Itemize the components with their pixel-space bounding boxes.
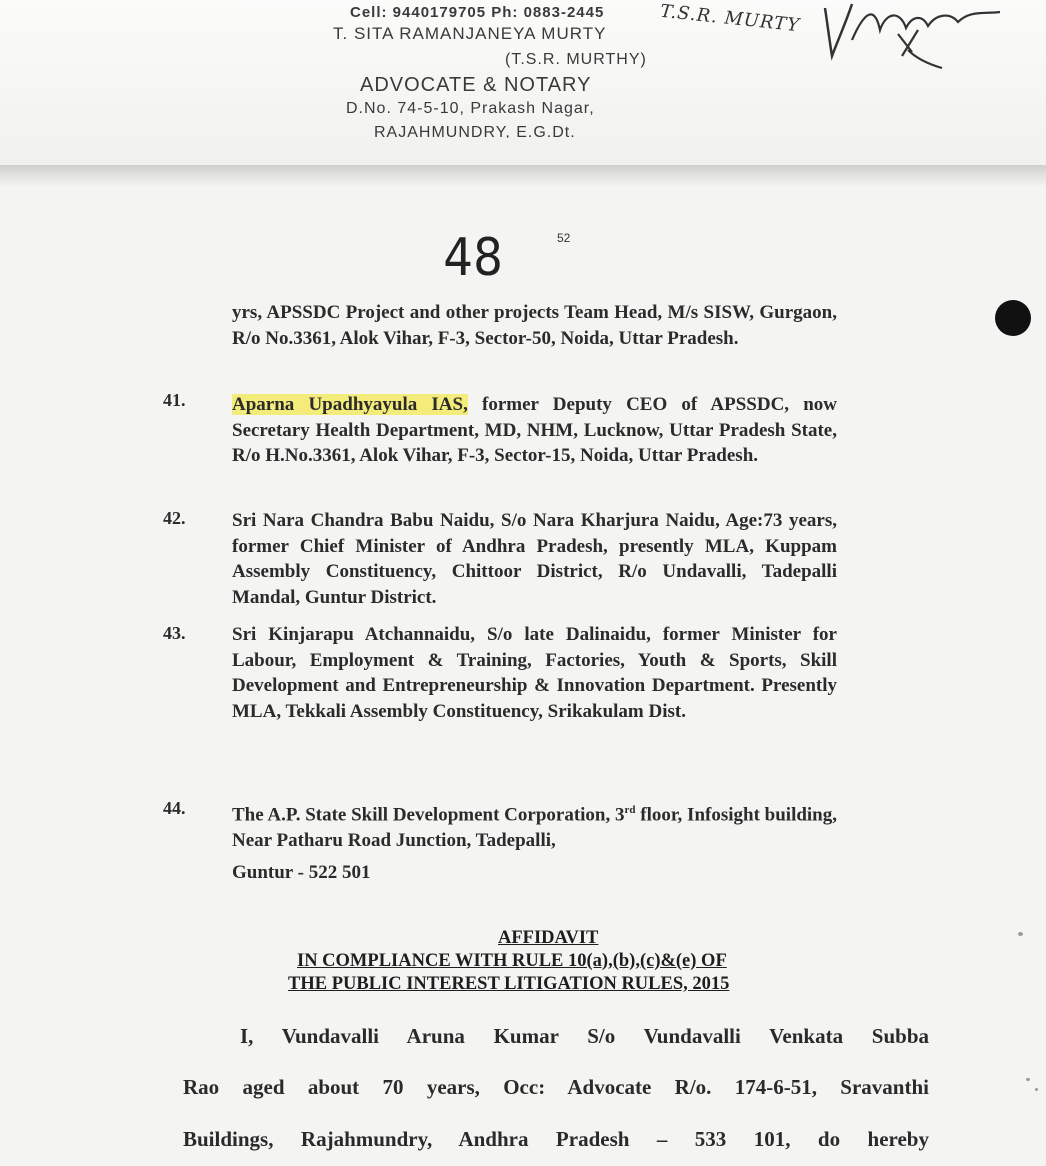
list-item (232, 300, 837, 351)
superscript: rd (624, 804, 636, 816)
item-number: 43. (163, 623, 186, 643)
list-item-text: Sri Kinjarapu Atchannaidu, S/o late Dalinaidu, former Minister for Labour, Employment & Training, Factories, Youth & Sports, Skill Development and Entrepreneurship & Innovation Department. Presently MLA, Tekkali Assembly Constituency, Srikakulam Dist. (232, 624, 837, 722)
stamp-address: D.No. 74-5-10, Prakash Nagar, (346, 100, 595, 117)
affidavit-rules-name: THE PUBLIC INTEREST LITIGATION RULES, 2015 (288, 974, 730, 994)
stamp-title: ADVOCATE & NOTARY (360, 74, 592, 96)
highlighted-name: Aparna Upadhyayula IAS, (232, 394, 468, 415)
item-number: 42. (163, 508, 186, 528)
paper-speck (1018, 932, 1023, 936)
notary-stamp-strip (0, 0, 1046, 165)
list-item-city: Guntur - 522 501 (232, 862, 371, 883)
affidavit-title: AFFIDAVIT (498, 928, 599, 948)
list-item-text: The A.P. State Skill Development Corporation, 3 (232, 804, 625, 826)
affidavit-body-line: Buildings, Rajahmundry, Andhra Pradesh – 533 101, do hereby (183, 1127, 929, 1151)
affidavit-body-line: Rao aged about 70 years, Occ: Advocate R/o. 174-6-51, Sravanthi (183, 1075, 929, 1099)
list-item-text: former Deputy CEO of APSSDC, now Secretary Health Department, MD, NHM, Lucknow, Uttar Pradesh State, R/o H.No.3361, Alok Vihar, F-3, Sector-15, Noida, Uttar Pradesh. (232, 394, 837, 466)
page-number-small: 52 (557, 231, 571, 245)
list-item-text: Sri Nara Chandra Babu Naidu, S/o Nara Kharjura Naidu, Age:73 years, former Chief Minister of Andhra Pradesh, presently MLA, Kuppam Assembly Constituency, Chittoor District, R/o Undavalli, Tadepalli Mandal, Guntur District. (232, 510, 837, 608)
stamp-initials: T.S.R. MURTY (659, 0, 801, 37)
stamp-phone: Cell: 9440179705 Ph: 0883-2445 (350, 4, 605, 21)
stamp-name: T. SITA RAMANJANEYA MURTY (333, 24, 607, 43)
list-item (232, 622, 837, 724)
signature-mark (660, 0, 1046, 80)
stamp-short-name: (T.S.R. MURTHY) (505, 51, 647, 68)
item-number: 44. (163, 798, 186, 818)
black-dot-mark (995, 300, 1031, 336)
stamp-city: RAJAHMUNDRY, E.G.Dt. (374, 124, 576, 138)
list-item-text-cont: floor, Infosight building, Near Patharu Road Junction, Tadepalli, (232, 804, 838, 851)
affidavit-body-line: I, Vundavalli Aruna Kumar S/o Vundavalli Venkata Subba (240, 1024, 929, 1048)
list-item (232, 392, 837, 469)
paper-speck (1026, 1078, 1030, 1081)
handwritten-page-number: 48 (443, 228, 503, 288)
paper-speck (1035, 1088, 1038, 1091)
list-item (232, 798, 837, 853)
list-item-text: yrs, APSSDC Project and other projects Team Head, M/s SISW, Gurgaon, R/o No.3361, Alok Vihar, F-3, Sector-50, Noida, Uttar Pradesh. (232, 302, 837, 349)
page-separator (0, 165, 1046, 187)
affidavit-rule-line: IN COMPLIANCE WITH RULE 10(a),(b),(c)&(e) OF (297, 951, 727, 971)
item-number: 41. (163, 390, 186, 410)
list-item (232, 508, 837, 610)
